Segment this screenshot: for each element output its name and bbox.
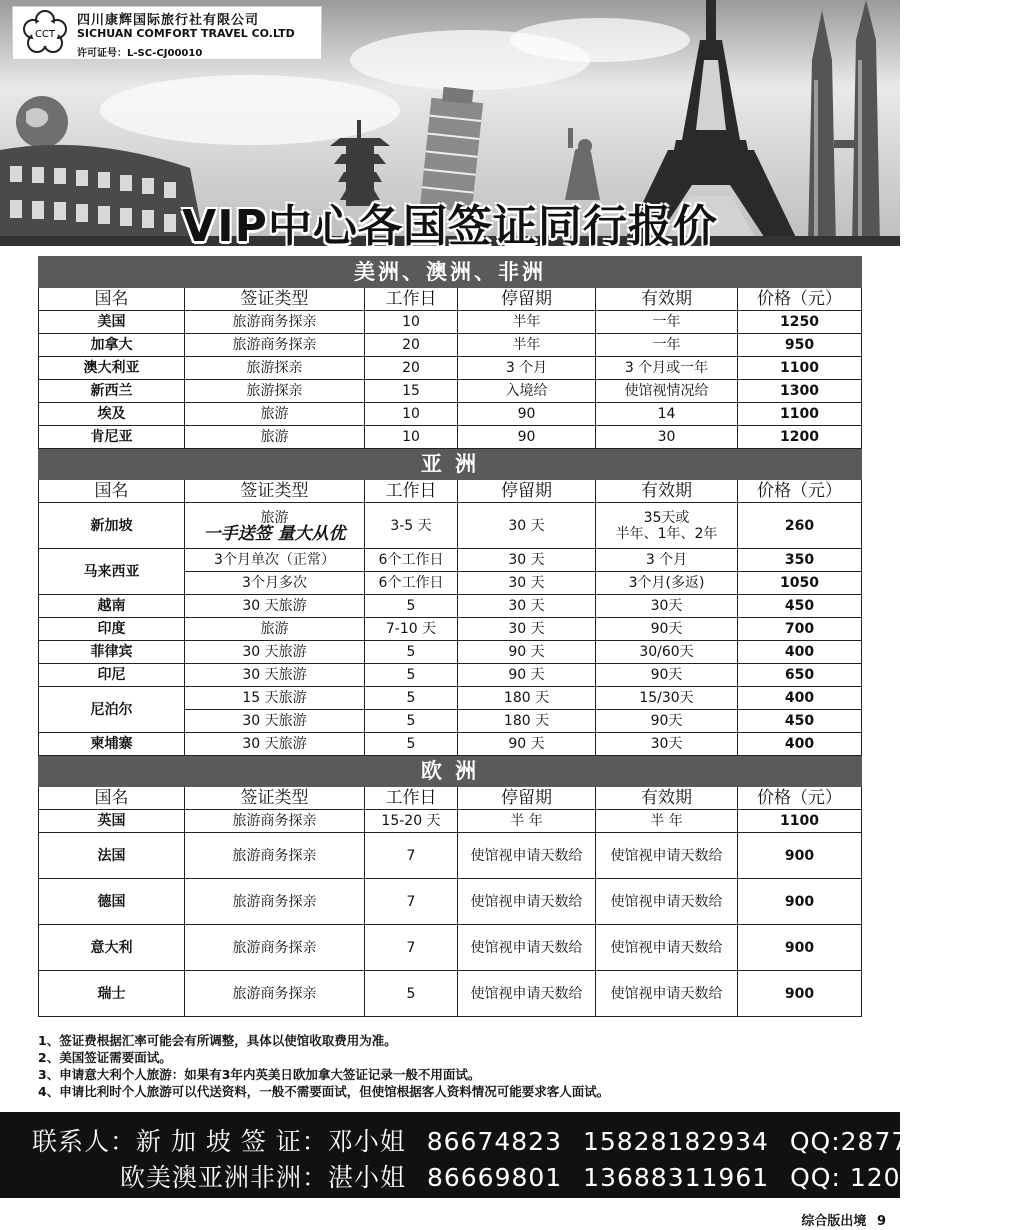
visa-type-cell — [185, 503, 365, 549]
price-cell: 1100 — [738, 810, 862, 833]
column-header: 签证类型 — [185, 480, 365, 503]
visa-type-cell: 旅游 — [185, 618, 365, 641]
logo-text: CCT — [34, 29, 56, 40]
stay-period-cell: 90 天 — [458, 733, 596, 756]
table-row — [39, 925, 862, 971]
column-header: 国名 — [39, 787, 185, 810]
validity-cell: 90天 — [596, 710, 738, 733]
processing-days-cell: 10 — [365, 426, 458, 449]
column-header: 有效期 — [596, 480, 738, 503]
promo-text: 一手送签 量大从优 — [203, 523, 346, 544]
company-name-en: SICHUAN COMFORT TRAVEL CO.LTD — [77, 27, 295, 40]
company-logo-box — [12, 6, 322, 60]
page-headline: VIP中心各国签证同行报价 — [182, 201, 718, 252]
contact-line-singapore — [32, 1122, 988, 1158]
table-row — [39, 503, 862, 549]
processing-days-cell: 6个工作日 — [365, 572, 458, 595]
price-cell: 1250 — [738, 311, 862, 334]
processing-days-cell: 6个工作日 — [365, 549, 458, 572]
section-header-row — [39, 756, 862, 787]
processing-days-cell: 3-5 天 — [365, 503, 458, 549]
country-cell: 美国 — [39, 311, 185, 334]
price-cell: 400 — [738, 641, 862, 664]
column-header: 国名 — [39, 288, 185, 311]
processing-days-cell: 10 — [365, 403, 458, 426]
stay-period-cell: 使馆视申请天数给 — [458, 879, 596, 925]
stay-period-cell: 90 天 — [458, 664, 596, 687]
visa-type-cell: 旅游探亲 — [185, 380, 365, 403]
price-cell: 400 — [738, 687, 862, 710]
column-header: 签证类型 — [185, 288, 365, 311]
stay-period-cell: 半 年 — [458, 810, 596, 833]
processing-days-cell: 5 — [365, 971, 458, 1017]
stay-period-cell: 30 天 — [458, 572, 596, 595]
notes-list — [38, 1032, 878, 1100]
country-cell: 印度 — [39, 618, 185, 641]
price-cell: 900 — [738, 925, 862, 971]
contact-phone: 86674823 — [426, 1127, 562, 1156]
validity-cell: 90天 — [596, 664, 738, 687]
validity-cell — [596, 503, 738, 549]
visa-type-cell: 旅游商务探亲 — [185, 925, 365, 971]
processing-days-cell: 5 — [365, 641, 458, 664]
table-row — [39, 810, 862, 833]
validity-cell: 3个月(多返) — [596, 572, 738, 595]
stay-period-cell: 半年 — [458, 334, 596, 357]
stay-period-cell: 90 — [458, 403, 596, 426]
visa-type-cell: 旅游商务探亲 — [185, 311, 365, 334]
processing-days-cell: 7-10 天 — [365, 618, 458, 641]
column-header: 工作日 — [365, 480, 458, 503]
price-cell: 900 — [738, 971, 862, 1017]
stay-period-cell: 3 个月 — [458, 357, 596, 380]
stay-period-cell: 90 — [458, 426, 596, 449]
validity-cell: 30天 — [596, 733, 738, 756]
column-header: 有效期 — [596, 787, 738, 810]
table-row — [39, 334, 862, 357]
column-header: 价格（元） — [738, 787, 862, 810]
validity-cell: 3 个月或一年 — [596, 357, 738, 380]
table-row — [39, 357, 862, 380]
contact-mobile: 13688311961 — [583, 1163, 770, 1192]
column-header-row — [39, 480, 862, 503]
stay-period-cell: 180 天 — [458, 710, 596, 733]
stay-period-cell: 30 天 — [458, 595, 596, 618]
validity-cell: 使馆视申请天数给 — [596, 971, 738, 1017]
stay-period-cell: 30 天 — [458, 549, 596, 572]
page-footer — [795, 1210, 886, 1229]
stay-period-cell: 使馆视申请天数给 — [458, 833, 596, 879]
price-cell: 350 — [738, 549, 862, 572]
price-cell: 900 — [738, 879, 862, 925]
country-cell: 埃及 — [39, 403, 185, 426]
section-title: 亚 洲 — [39, 449, 862, 480]
page-number: 9 — [876, 1214, 886, 1229]
contact-qq: QQ: 120990035 — [790, 1163, 1002, 1192]
country-cell: 越南 — [39, 595, 185, 618]
validity-cell: 使馆视申请天数给 — [596, 925, 738, 971]
column-header-row — [39, 787, 862, 810]
processing-days-cell: 5 — [365, 687, 458, 710]
column-header: 价格（元） — [738, 288, 862, 311]
country-cell: 英国 — [39, 810, 185, 833]
visa-type-cell: 30 天旅游 — [185, 664, 365, 687]
note-item: 2、美国签证需要面试。 — [38, 1050, 172, 1065]
stay-period-cell: 入境给 — [458, 380, 596, 403]
country-cell: 肯尼亚 — [39, 426, 185, 449]
column-header: 有效期 — [596, 288, 738, 311]
stay-period-cell: 30 天 — [458, 503, 596, 549]
table-row — [39, 549, 862, 572]
stay-period-cell: 180 天 — [458, 687, 596, 710]
country-cell: 印尼 — [39, 664, 185, 687]
table-row — [39, 879, 862, 925]
processing-days-cell: 20 — [365, 357, 458, 380]
country-cell: 马来西亚 — [39, 549, 185, 595]
cct-logo-icon — [17, 9, 73, 55]
contact-bar — [0, 1112, 1002, 1198]
validity-cell: 一年 — [596, 311, 738, 334]
contact-line-other — [120, 1158, 1014, 1194]
column-header: 签证类型 — [185, 787, 365, 810]
table-row — [39, 426, 862, 449]
validity-cell: 使馆视情况给 — [596, 380, 738, 403]
validity-cell: 使馆视申请天数给 — [596, 833, 738, 879]
price-cell: 450 — [738, 710, 862, 733]
section-header-row — [39, 257, 862, 288]
section-title: 欧 洲 — [39, 756, 862, 787]
column-header: 停留期 — [458, 480, 596, 503]
visa-type-cell: 30 天旅游 — [185, 710, 365, 733]
table-row — [39, 687, 862, 710]
license-number: 许可证号：L-SC-CJ00010 — [77, 48, 203, 59]
visa-type-cell: 旅游 — [185, 403, 365, 426]
section-header-row — [39, 449, 862, 480]
country-cell: 意大利 — [39, 925, 185, 971]
table-row — [39, 971, 862, 1017]
visa-type-text: 旅游 — [260, 509, 289, 526]
country-cell: 柬埔寨 — [39, 733, 185, 756]
validity-cell: 一年 — [596, 334, 738, 357]
country-cell: 加拿大 — [39, 334, 185, 357]
visa-type-cell: 旅游商务探亲 — [185, 810, 365, 833]
processing-days-cell: 5 — [365, 595, 458, 618]
contact-phone: 86669801 — [426, 1163, 563, 1192]
visa-type-cell: 旅游商务探亲 — [185, 971, 365, 1017]
header-banner — [0, 0, 900, 252]
processing-days-cell: 7 — [365, 833, 458, 879]
price-cell: 650 — [738, 664, 862, 687]
validity-cell: 90天 — [596, 618, 738, 641]
validity-text: 35天或 — [643, 509, 690, 526]
price-cell: 260 — [738, 503, 862, 549]
table-row — [39, 403, 862, 426]
processing-days-cell: 5 — [365, 664, 458, 687]
table-row — [39, 833, 862, 879]
validity-text: 半年、1年、2年 — [615, 525, 718, 542]
processing-days-cell: 7 — [365, 925, 458, 971]
note-item: 3、申请意大利个人旅游：如果有3年内英美日欧加拿大签证记录一般不用面试。 — [38, 1067, 481, 1082]
visa-price-table — [38, 256, 862, 1017]
contact-label: 联系人：新 加 坡 签 证：邓小姐 — [32, 1127, 406, 1156]
visa-type-cell: 旅游商务探亲 — [185, 334, 365, 357]
country-cell: 新西兰 — [39, 380, 185, 403]
validity-cell: 3 个月 — [596, 549, 738, 572]
stay-period-cell: 半年 — [458, 311, 596, 334]
price-cell: 400 — [738, 733, 862, 756]
table-row — [39, 618, 862, 641]
stay-period-cell: 30 天 — [458, 618, 596, 641]
stay-period-cell: 90 天 — [458, 641, 596, 664]
stay-period-cell: 使馆视申请天数给 — [458, 925, 596, 971]
country-cell: 法国 — [39, 833, 185, 879]
price-cell: 1050 — [738, 572, 862, 595]
price-cell: 1100 — [738, 357, 862, 380]
validity-cell: 使馆视申请天数给 — [596, 879, 738, 925]
country-cell: 澳大利亚 — [39, 357, 185, 380]
footer-section: 综合版出境 — [801, 1214, 867, 1229]
visa-type-cell: 30 天旅游 — [185, 733, 365, 756]
validity-cell: 30/60天 — [596, 641, 738, 664]
validity-cell: 半 年 — [596, 810, 738, 833]
column-header: 国名 — [39, 480, 185, 503]
price-cell: 900 — [738, 833, 862, 879]
processing-days-cell: 5 — [365, 710, 458, 733]
visa-type-cell: 30 天旅游 — [185, 595, 365, 618]
processing-days-cell: 20 — [365, 334, 458, 357]
table-row — [39, 733, 862, 756]
validity-cell: 30天 — [596, 595, 738, 618]
contact-qq: QQ:28772123 — [789, 1127, 976, 1156]
visa-type-cell: 3个月单次（正常） — [185, 549, 365, 572]
visa-type-cell: 旅游商务探亲 — [185, 879, 365, 925]
country-cell: 德国 — [39, 879, 185, 925]
note-item: 1、签证费根据汇率可能会有所调整，具体以使馆收取费用为准。 — [38, 1033, 397, 1048]
visa-type-cell: 30 天旅游 — [185, 641, 365, 664]
column-header: 停留期 — [458, 787, 596, 810]
validity-cell: 30 — [596, 426, 738, 449]
visa-type-cell: 15 天旅游 — [185, 687, 365, 710]
processing-days-cell: 5 — [365, 733, 458, 756]
table-row — [39, 311, 862, 334]
table-row — [39, 641, 862, 664]
company-name-cn: 四川康辉国际旅行社有限公司 — [77, 13, 260, 28]
visa-type-cell: 旅游 — [185, 426, 365, 449]
column-header: 价格（元） — [738, 480, 862, 503]
processing-days-cell: 15 — [365, 380, 458, 403]
visa-type-cell: 旅游探亲 — [185, 357, 365, 380]
column-header: 停留期 — [458, 288, 596, 311]
column-header: 工作日 — [365, 288, 458, 311]
column-header-row — [39, 288, 862, 311]
price-cell: 1200 — [738, 426, 862, 449]
stay-period-cell: 使馆视申请天数给 — [458, 971, 596, 1017]
contact-label: 欧美澳亚洲非洲：湛小姐 — [120, 1163, 407, 1192]
table-row — [39, 664, 862, 687]
country-cell: 菲律宾 — [39, 641, 185, 664]
section-title: 美洲、澳洲、非洲 — [39, 257, 862, 288]
country-cell: 新加坡 — [39, 503, 185, 549]
contact-mobile: 15828182934 — [582, 1127, 769, 1156]
column-header: 工作日 — [365, 787, 458, 810]
country-cell: 瑞士 — [39, 971, 185, 1017]
country-cell: 尼泊尔 — [39, 687, 185, 733]
price-cell: 1300 — [738, 380, 862, 403]
processing-days-cell: 15-20 天 — [365, 810, 458, 833]
note-item: 4、申请比利时个人旅游可以代送资料，一般不需要面试，但使馆根据客人资料情况可能要求客人面试。 — [38, 1084, 610, 1099]
table-row — [39, 380, 862, 403]
validity-cell: 15/30天 — [596, 687, 738, 710]
price-cell: 450 — [738, 595, 862, 618]
validity-cell: 14 — [596, 403, 738, 426]
price-cell: 700 — [738, 618, 862, 641]
price-cell: 950 — [738, 334, 862, 357]
processing-days-cell: 7 — [365, 879, 458, 925]
processing-days-cell: 10 — [365, 311, 458, 334]
table-row — [39, 595, 862, 618]
price-cell: 1100 — [738, 403, 862, 426]
visa-type-cell: 3个月多次 — [185, 572, 365, 595]
visa-type-cell: 旅游商务探亲 — [185, 833, 365, 879]
